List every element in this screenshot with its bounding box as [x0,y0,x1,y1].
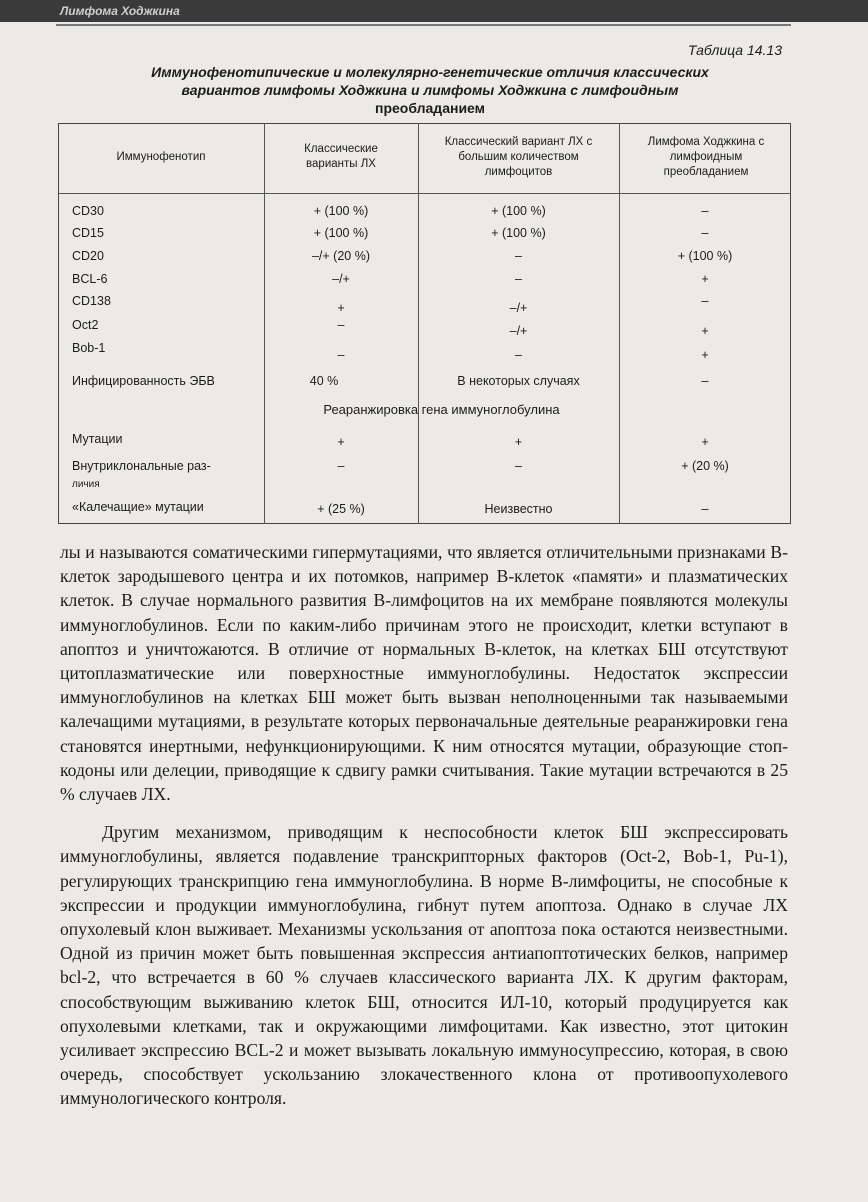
cell-nlphl: – [701,204,709,218]
row-label: CD30 [72,204,104,218]
table-title [70,63,790,117]
cell-nlphl: + [701,348,709,362]
cell-lymphocyte-rich: + [514,435,523,449]
row-label: CD20 [72,249,104,263]
cell-nlphl: + [701,435,709,449]
cell-classic: + (100 %) [313,226,369,240]
cell-nlphl: – [701,226,709,240]
cell-lymphocyte-rich: –/+ [509,301,528,315]
section-label: Реаранжировка гена иммуноглобулина [323,402,560,417]
cell-nlphl: + [701,272,709,286]
row-label-continuation: личия [72,479,100,490]
table-title-line: преобладанием [374,100,486,116]
column-header-classic: Классические варианты ЛХ [304,143,378,170]
cell-classic: + [337,301,345,315]
cell-nlphl: – [701,294,709,308]
row-label: Внутриклональные раз- [72,459,211,473]
header-divider [58,193,791,194]
cell-classic: –/+ (20 %) [311,249,370,263]
cell-nlphl: – [701,374,709,388]
cell-nlphl: + (20 %) [681,459,729,473]
row-label: Мутации [72,432,123,446]
cell-classic: 40 % [309,374,339,388]
cell-classic: + (100 %) [313,204,369,218]
running-head: Лимфома Ходжкина [0,0,868,22]
cell-lymphocyte-rich: – [515,272,522,286]
cell-classic: + [337,435,345,449]
cell-lymphocyte-rich: –/+ [509,324,528,338]
cell-classic: + (25 %) [317,502,365,516]
paragraph: лы и называются соматическими гипермутациями, что является отличительными признаками В-клеток зародышевого центра и их потомков, например В-клеток «памяти» и плазматических клеток. В случае нормального развития В-лимфоцитов на их мембране появляются молекулы иммуноглобулинов. Если по каким-либо причинам этого не происходит, клетки вступают в апоптоз и уничтожаются. В отличие от нормальных В-клеток, на клетках БШ отсутствуют цитоплазматические или поверхностные иммуноглобулины. Недостаток экспрессии иммуноглобулинов на клетках БШ может быть вызван неполноценными так называемыми калечащими мутациями, в результате которых первоначальные деятельные реаранжировки гена становятся инертными, нефункционирующими. К ним относятся мутации, образующие стоп-кодоны или делеции, приводящие к сдвигу рамки считывания. Такие мутации встречаются в 25 % случаев ЛХ. [60,542,788,805]
table-title-line: Иммунофенотипические и молекулярно-генетические отличия классических [151,64,709,80]
cell-classic: – [337,348,345,362]
cell-classic: – [337,318,345,332]
row-label: BCL-6 [72,272,108,286]
body-text [60,540,788,1111]
cell-lymphocyte-rich: – [515,249,522,263]
cell-lymphocyte-rich: – [515,459,522,473]
row-label: Bob-1 [72,341,106,355]
cell-nlphl: + [701,324,709,338]
row-label: Oct2 [72,318,99,332]
cell-lymphocyte-rich: В некоторых случаях [457,374,580,388]
cell-nlphl: – [701,502,709,516]
cell-nlphl: + (100 %) [677,249,733,263]
column-header-lymphocyte-rich: Классический вариант ЛХ с большим количеством лимфоцитов [444,136,593,178]
row-label: CD15 [72,226,104,240]
cell-lymphocyte-rich: + (100 %) [491,226,546,240]
table-title-line: вариантов лимфомы Ходжкина и лимфомы Ходжкина с лимфоидным [181,82,679,98]
cell-lymphocyte-rich: – [515,348,522,362]
paragraph: Другим механизмом, приводящим к неспособности клеток БШ экспрессировать иммуноглобулины, является подавление транскрипторных факторов (Oct-2, Bob-1, Pu-1), регулирующих транскрипцию гена иммуноглобулина. В норме В-лимфоциты, не способные к экспрессии и продукции иммуноглобулина, гибнут путем апоптоза. Однако в случае ЛХ опухолевый клон выживает. Механизмы ускользания от апоптоза пока остаются неизвестными. Одной из причин может быть повышенная экспрессия антиапоптотических белков, например bcl-2, что встречается в 60 % случаев классического варианта ЛХ. К другим факторам, способствующим выживанию клеток БШ, относится ИЛ-10, который продуцируется как опухолевыми клетками, так и окружающими лимфоцитами. Как известно, этот цитокин усиливает экспрессию BCL-2 и может вызывать локальную иммуносупрессию, которая, в свою очередь, способствует ускользанию злокачественного клона от противоопухолевого иммунологического контроля. [60,822,788,1109]
column-header-nlphl: Лимфома Ходжкина с лимфоидным преобладанием [647,136,765,178]
cell-lymphocyte-rich: Неизвестно [484,502,553,516]
cell-classic: – [337,459,345,473]
cell-classic: –/+ [332,272,350,286]
column-header-immunophenotype: Иммунофенотип [116,151,206,163]
header-rule [56,24,791,26]
row-label: Инфицированность ЭБВ [72,374,215,388]
cell-lymphocyte-rich: + (100 %) [491,204,546,218]
table-number: Таблица 14.13 [687,42,782,58]
row-label: «Калечащие» мутации [72,500,204,514]
row-label: CD138 [72,294,111,308]
